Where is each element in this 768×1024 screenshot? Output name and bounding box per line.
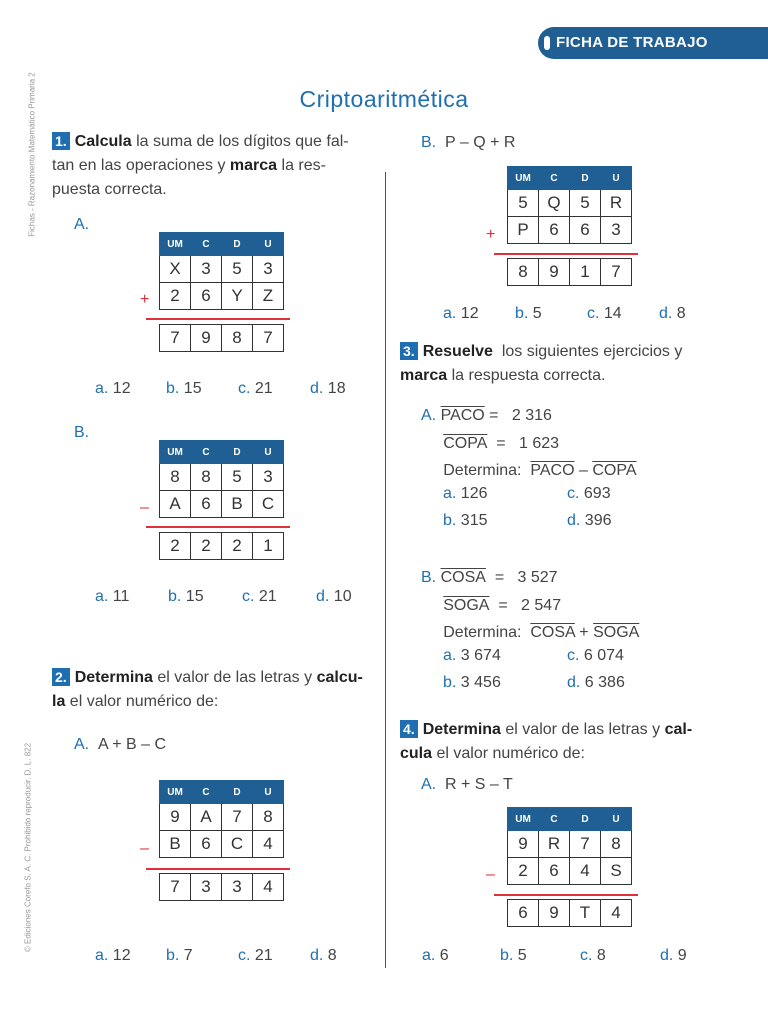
option-d[interactable]: d. 8 [310, 947, 337, 964]
result-row [507, 258, 632, 286]
subtraction-table [159, 780, 284, 858]
worksheet-tag: FICHA DE TRABAJO [538, 27, 768, 59]
option-d[interactable]: d. 18 [310, 380, 346, 397]
digit-cell: 8 [508, 259, 539, 286]
question-number: 1. [52, 132, 70, 150]
option-b[interactable]: b. 5 [515, 305, 542, 322]
question-number: 3. [400, 342, 418, 360]
digit-cell: Q [539, 190, 570, 217]
subtraction-table [159, 440, 284, 518]
question-3: 3. Resuelve los siguientes ejercicios y marca la respuesta correcta. [400, 343, 683, 384]
column-header: UM [508, 808, 539, 831]
digit-cell: 8 [253, 804, 284, 831]
digit-cell: A [191, 804, 222, 831]
operation-sign: + [140, 291, 150, 308]
result-row [159, 532, 284, 560]
digit-cell: 6 [508, 900, 539, 927]
column-header: C [539, 808, 570, 831]
option-c[interactable]: c. 14 [587, 305, 622, 322]
digit-cell: 7 [570, 831, 601, 858]
digit-cell: 4 [601, 900, 632, 927]
option-c[interactable]: c. 21 [238, 947, 273, 964]
column-header: D [222, 441, 253, 464]
option-d[interactable]: d. 8 [659, 305, 686, 322]
column-header: D [570, 167, 601, 190]
column-divider [385, 172, 386, 968]
operation-sign: – [140, 840, 149, 857]
result-line [494, 894, 638, 896]
column-header: UM [160, 781, 191, 804]
operation-sign: – [486, 866, 495, 883]
side-caption-bottom: © Ediciones Corefo S. A. C. Prohibido reproducir. D. L. 822 [23, 742, 33, 953]
digit-cell: 8 [222, 325, 253, 352]
option-d[interactable]: d. 6 386 [567, 674, 625, 691]
digit-cell: 4 [570, 858, 601, 885]
column-header: D [570, 808, 601, 831]
option-d[interactable]: d. 10 [316, 588, 352, 605]
option-c[interactable]: c. 21 [238, 380, 273, 397]
column-header: C [539, 167, 570, 190]
digit-cell: 9 [160, 804, 191, 831]
digit-cell: T [570, 900, 601, 927]
side-caption-top: Fichas - Razonamiento Matemático Primaria 2 [27, 72, 37, 237]
option-b[interactable]: b. 7 [166, 947, 193, 964]
option-a[interactable]: a. 12 [443, 305, 479, 322]
column-header: C [191, 441, 222, 464]
digit-cell: 4 [253, 874, 284, 901]
column-header: UM [160, 441, 191, 464]
option-c[interactable]: c. 693 [567, 485, 611, 502]
option-a[interactable]: a. 6 [422, 947, 449, 964]
digit-cell: 9 [539, 900, 570, 927]
option-d[interactable]: d. 9 [660, 947, 687, 964]
option-a[interactable]: a. 12 [95, 947, 131, 964]
digit-cell: 4 [253, 831, 284, 858]
digit-cell: 3 [191, 256, 222, 283]
digit-cell: R [539, 831, 570, 858]
option-b[interactable]: b. 5 [500, 947, 527, 964]
digit-cell: 5 [222, 464, 253, 491]
expression: A. R + S – T [421, 776, 513, 793]
digit-cell: R [601, 190, 632, 217]
exercise-label: A. [74, 216, 90, 233]
question-1: 1. Calcula la suma de los dígitos que fal- tan en las operaciones y marca la res- puesta correcta. [52, 133, 349, 198]
operation-sign: – [140, 499, 149, 516]
addition-table [507, 166, 632, 244]
option-a[interactable]: a. 126 [443, 485, 488, 502]
digit-cell: B [222, 491, 253, 518]
question-number: 2. [52, 668, 70, 686]
result-row [159, 324, 284, 352]
digit-cell: S [601, 858, 632, 885]
digit-cell: 9 [191, 325, 222, 352]
digit-cell: A [160, 491, 191, 518]
digit-cell: 7 [160, 874, 191, 901]
digit-cell: 8 [160, 464, 191, 491]
option-a[interactable]: a. 3 674 [443, 647, 501, 664]
exercise-label: B. [74, 424, 90, 441]
result-row [159, 873, 284, 901]
operation-sign: + [486, 226, 496, 243]
column-header: U [601, 167, 632, 190]
addition-table [159, 232, 284, 310]
digit-cell: 6 [539, 217, 570, 244]
digit-cell: B [160, 831, 191, 858]
subtraction-table [507, 807, 632, 885]
digit-cell: Y [222, 283, 253, 310]
digit-cell: 8 [601, 831, 632, 858]
option-a[interactable]: a. 12 [95, 380, 131, 397]
digit-cell: 3 [253, 464, 284, 491]
option-c[interactable]: c. 6 074 [567, 647, 624, 664]
result-row [507, 899, 632, 927]
result-line [494, 253, 638, 255]
column-header: U [253, 233, 284, 256]
digit-cell: 9 [508, 831, 539, 858]
digit-cell: 8 [191, 464, 222, 491]
column-header: U [601, 808, 632, 831]
tag-marker-icon [544, 36, 550, 50]
question-number: 4. [400, 720, 418, 738]
column-header: C [191, 781, 222, 804]
digit-cell: X [160, 256, 191, 283]
option-d[interactable]: d. 396 [567, 512, 612, 529]
digit-cell: 6 [191, 491, 222, 518]
question-2: 2. Determina el valor de las letras y calcu- la el valor numérico de: [52, 669, 363, 710]
digit-cell: 5 [508, 190, 539, 217]
page-title: Criptoaritmética [299, 86, 469, 112]
result-line [146, 868, 290, 870]
cryptarithm-a: A. PACO = 2 316 COPA = 1 623 Determina: PACO – COPA [421, 407, 637, 479]
digit-cell: 6 [191, 283, 222, 310]
option-b[interactable]: b. 15 [168, 588, 204, 605]
digit-cell: 7 [222, 804, 253, 831]
digit-cell: 2 [508, 858, 539, 885]
column-header: UM [508, 167, 539, 190]
option-b[interactable]: b. 15 [166, 380, 202, 397]
option-a[interactable]: a. 11 [95, 588, 130, 605]
digit-cell: 5 [570, 190, 601, 217]
digit-cell: 7 [253, 325, 284, 352]
digit-cell: C [253, 491, 284, 518]
column-header: U [253, 441, 284, 464]
digit-cell: 2 [222, 533, 253, 560]
expression: A. A + B – C [74, 736, 167, 753]
digit-cell: 9 [539, 259, 570, 286]
digit-cell: 1 [253, 533, 284, 560]
option-c[interactable]: c. 21 [242, 588, 277, 605]
digit-cell: 5 [222, 256, 253, 283]
digit-cell: 6 [539, 858, 570, 885]
digit-cell: 7 [160, 325, 191, 352]
digit-cell: 6 [191, 831, 222, 858]
column-header: UM [160, 233, 191, 256]
column-header: D [222, 233, 253, 256]
column-header: D [222, 781, 253, 804]
digit-cell: 1 [570, 259, 601, 286]
digit-cell: 3 [222, 874, 253, 901]
digit-cell: 6 [570, 217, 601, 244]
result-line [146, 318, 290, 320]
option-c[interactable]: c. 8 [580, 947, 606, 964]
expression: B. P – Q + R [421, 134, 516, 151]
digit-cell: 2 [160, 533, 191, 560]
cryptarithm-b: B. COSA = 3 527 SOGA = 2 547 Determina: COSA + SOGA [421, 569, 640, 641]
option-b[interactable]: b. 315 [443, 512, 488, 529]
question-4: 4. Determina el valor de las letras y cal- cula el valor numérico de: [400, 721, 693, 762]
option-b[interactable]: b. 3 456 [443, 674, 501, 691]
digit-cell: 2 [160, 283, 191, 310]
digit-cell: 3 [601, 217, 632, 244]
digit-cell: C [222, 831, 253, 858]
digit-cell: Z [253, 283, 284, 310]
column-header: U [253, 781, 284, 804]
digit-cell: 7 [601, 259, 632, 286]
digit-cell: 3 [191, 874, 222, 901]
digit-cell: 2 [191, 533, 222, 560]
result-line [146, 526, 290, 528]
digit-cell: P [508, 217, 539, 244]
column-header: C [191, 233, 222, 256]
digit-cell: 3 [253, 256, 284, 283]
